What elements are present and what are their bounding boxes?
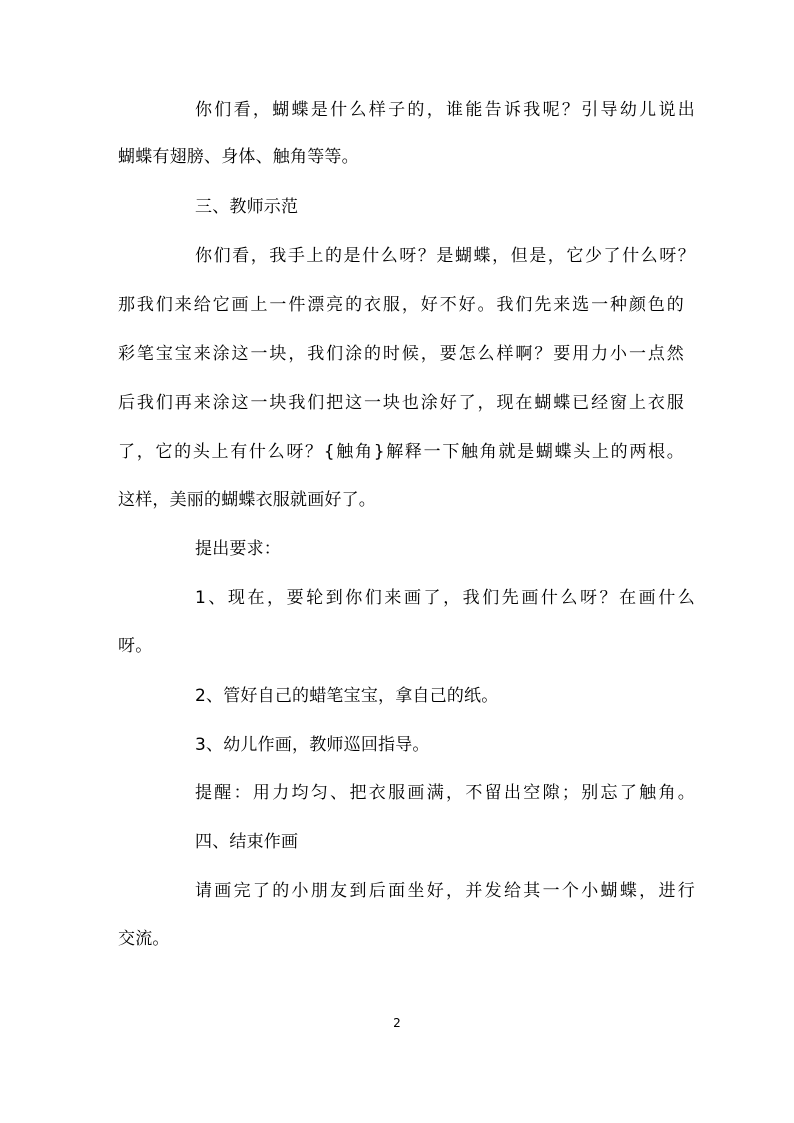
- paragraph-line: 你们看，蝴蝶是什么样子的，谁能告诉我呢？引导幼儿说出: [195, 100, 695, 120]
- paragraph-line: 彩笔宝宝来涂这一块，我们涂的时候，要怎么样啊？要用力小一点然: [118, 344, 684, 364]
- paragraph-line: 蝴蝶有翅膀、身体、触角等等。: [118, 147, 359, 167]
- paragraph-line: 请画完了的小朋友到后面坐好，并发给其一个小蝴蝶，进行: [195, 881, 695, 901]
- paragraph-line: 了，它的头上有什么呀？{触角}解释一下触角就是蝴蝶头上的两根。: [118, 442, 684, 462]
- paragraph-line: 你们看，我手上的是什么呀？是蝴蝶，但是，它少了什么呀？: [195, 246, 695, 266]
- list-item-line: 1、现在，要轮到你们来画了，我们先画什么呀？在画什么: [195, 588, 695, 608]
- paragraph-line: 交流。: [118, 929, 170, 949]
- list-item-line: 呀。: [118, 636, 153, 656]
- list-item-line: 2、管好自己的蜡笔宝宝，拿自己的纸。: [195, 686, 499, 706]
- section-heading: 三、教师示范: [195, 197, 299, 217]
- page-number: 2: [393, 1016, 401, 1030]
- section-heading: 四、结束作画: [195, 832, 299, 852]
- paragraph-line: 后我们再来涂这一块我们把这一块也涂好了，现在蝴蝶已经窗上衣服: [118, 393, 684, 413]
- paragraph-line: 那我们来给它画上一件漂亮的衣服，好不好。我们先来选一种颜色的: [118, 295, 684, 315]
- section-heading: 提出要求：: [195, 539, 281, 559]
- paragraph-line: 这样，美丽的蝴蝶衣服就画好了。: [118, 490, 376, 510]
- paragraph-line: 提醒：用力均匀、把衣服画满，不留出空隙；别忘了触角。: [195, 783, 695, 803]
- list-item-line: 3、幼儿作画，教师巡回指导。: [195, 735, 430, 755]
